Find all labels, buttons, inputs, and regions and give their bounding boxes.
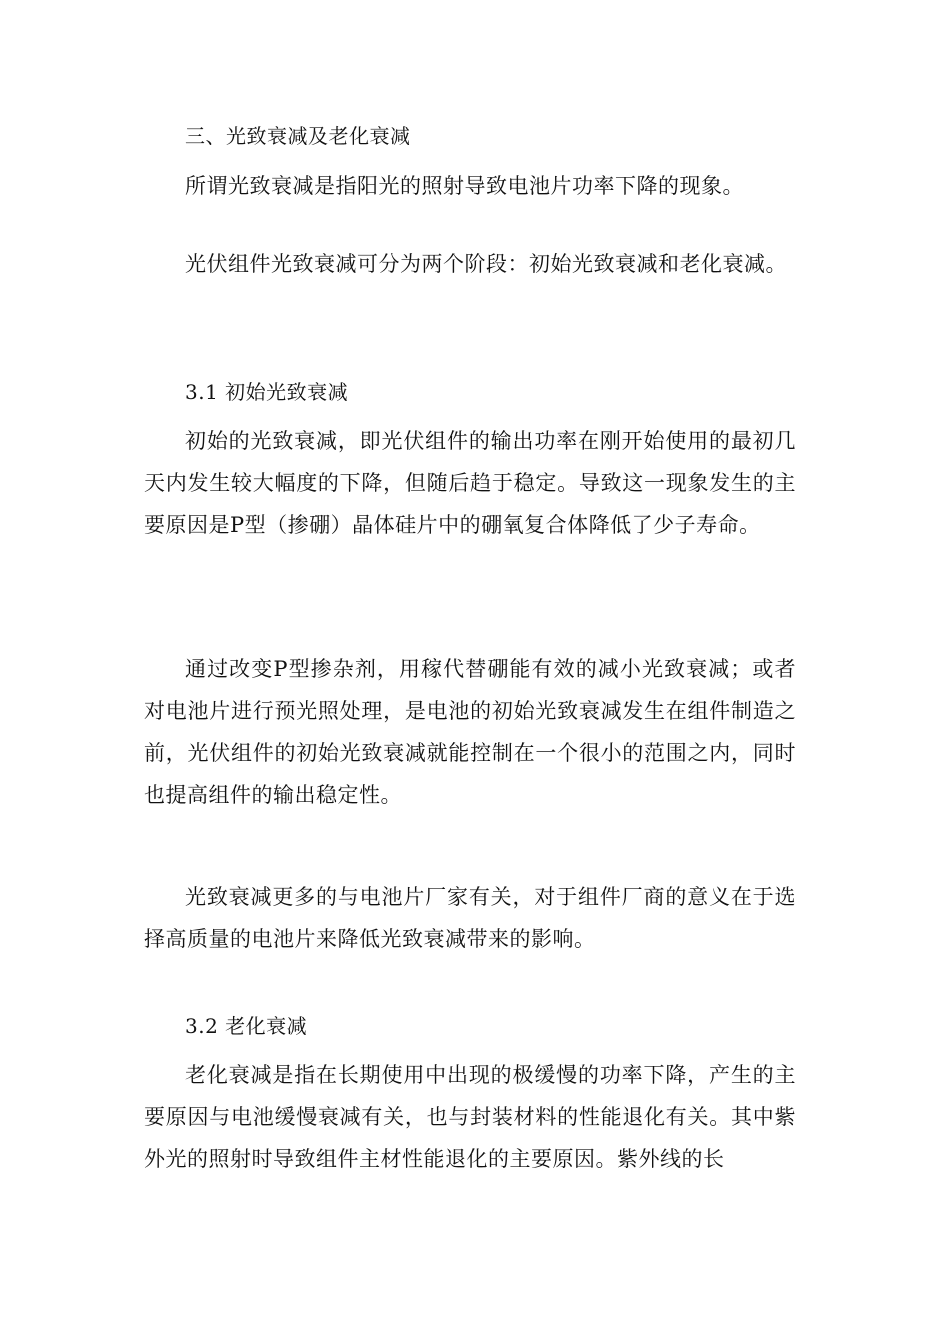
section-3-2-heading: 3.2 老化衰减 xyxy=(185,1014,308,1038)
section-3-1-heading: 3.1 初始光致衰减 xyxy=(185,380,349,404)
paragraph-supplier: 光致衰减更多的与电池片厂家有关，对于组件厂商的意义在于选择高质量的电池片来降低光致衰减带来的影响。 xyxy=(144,885,796,951)
section-3-heading: 三、光致衰减及老化衰减 xyxy=(185,124,411,148)
paragraph-definition: 所谓光致衰减是指阳光的照射导致电池片功率下降的现象。 xyxy=(185,174,744,198)
paragraph-aging-degradation: 老化衰减是指在长期使用中出现的极缓慢的功率下降，产生的主要原因与电池缓慢衰减有关，也与封装材料的性能退化有关。其中紫外光的照射时导致组件主材性能退化的主要原因。紫外线的长 xyxy=(144,1063,796,1171)
paragraph-stages: 光伏组件光致衰减可分为两个阶段：初始光致衰减和老化衰减。 xyxy=(185,252,787,276)
paragraph-mitigation: 通过改变P型掺杂剂，用稼代替硼能有效的减小光致衰减；或者对电池片进行预光照处理，是电池的初始光致衰减发生在组件制造之前，光伏组件的初始光致衰减就能控制在一个很小的范围之内，同时也提高组件的输出稳定性。 xyxy=(144,657,796,807)
paragraph-initial-degradation: 初始的光致衰减，即光伏组件的输出功率在刚开始使用的最初几天内发生较大幅度的下降，但随后趋于稳定。导致这一现象发生的主要原因是P型（掺硼）晶体硅片中的硼氧复合体降低了少子寿命。 xyxy=(144,429,796,537)
